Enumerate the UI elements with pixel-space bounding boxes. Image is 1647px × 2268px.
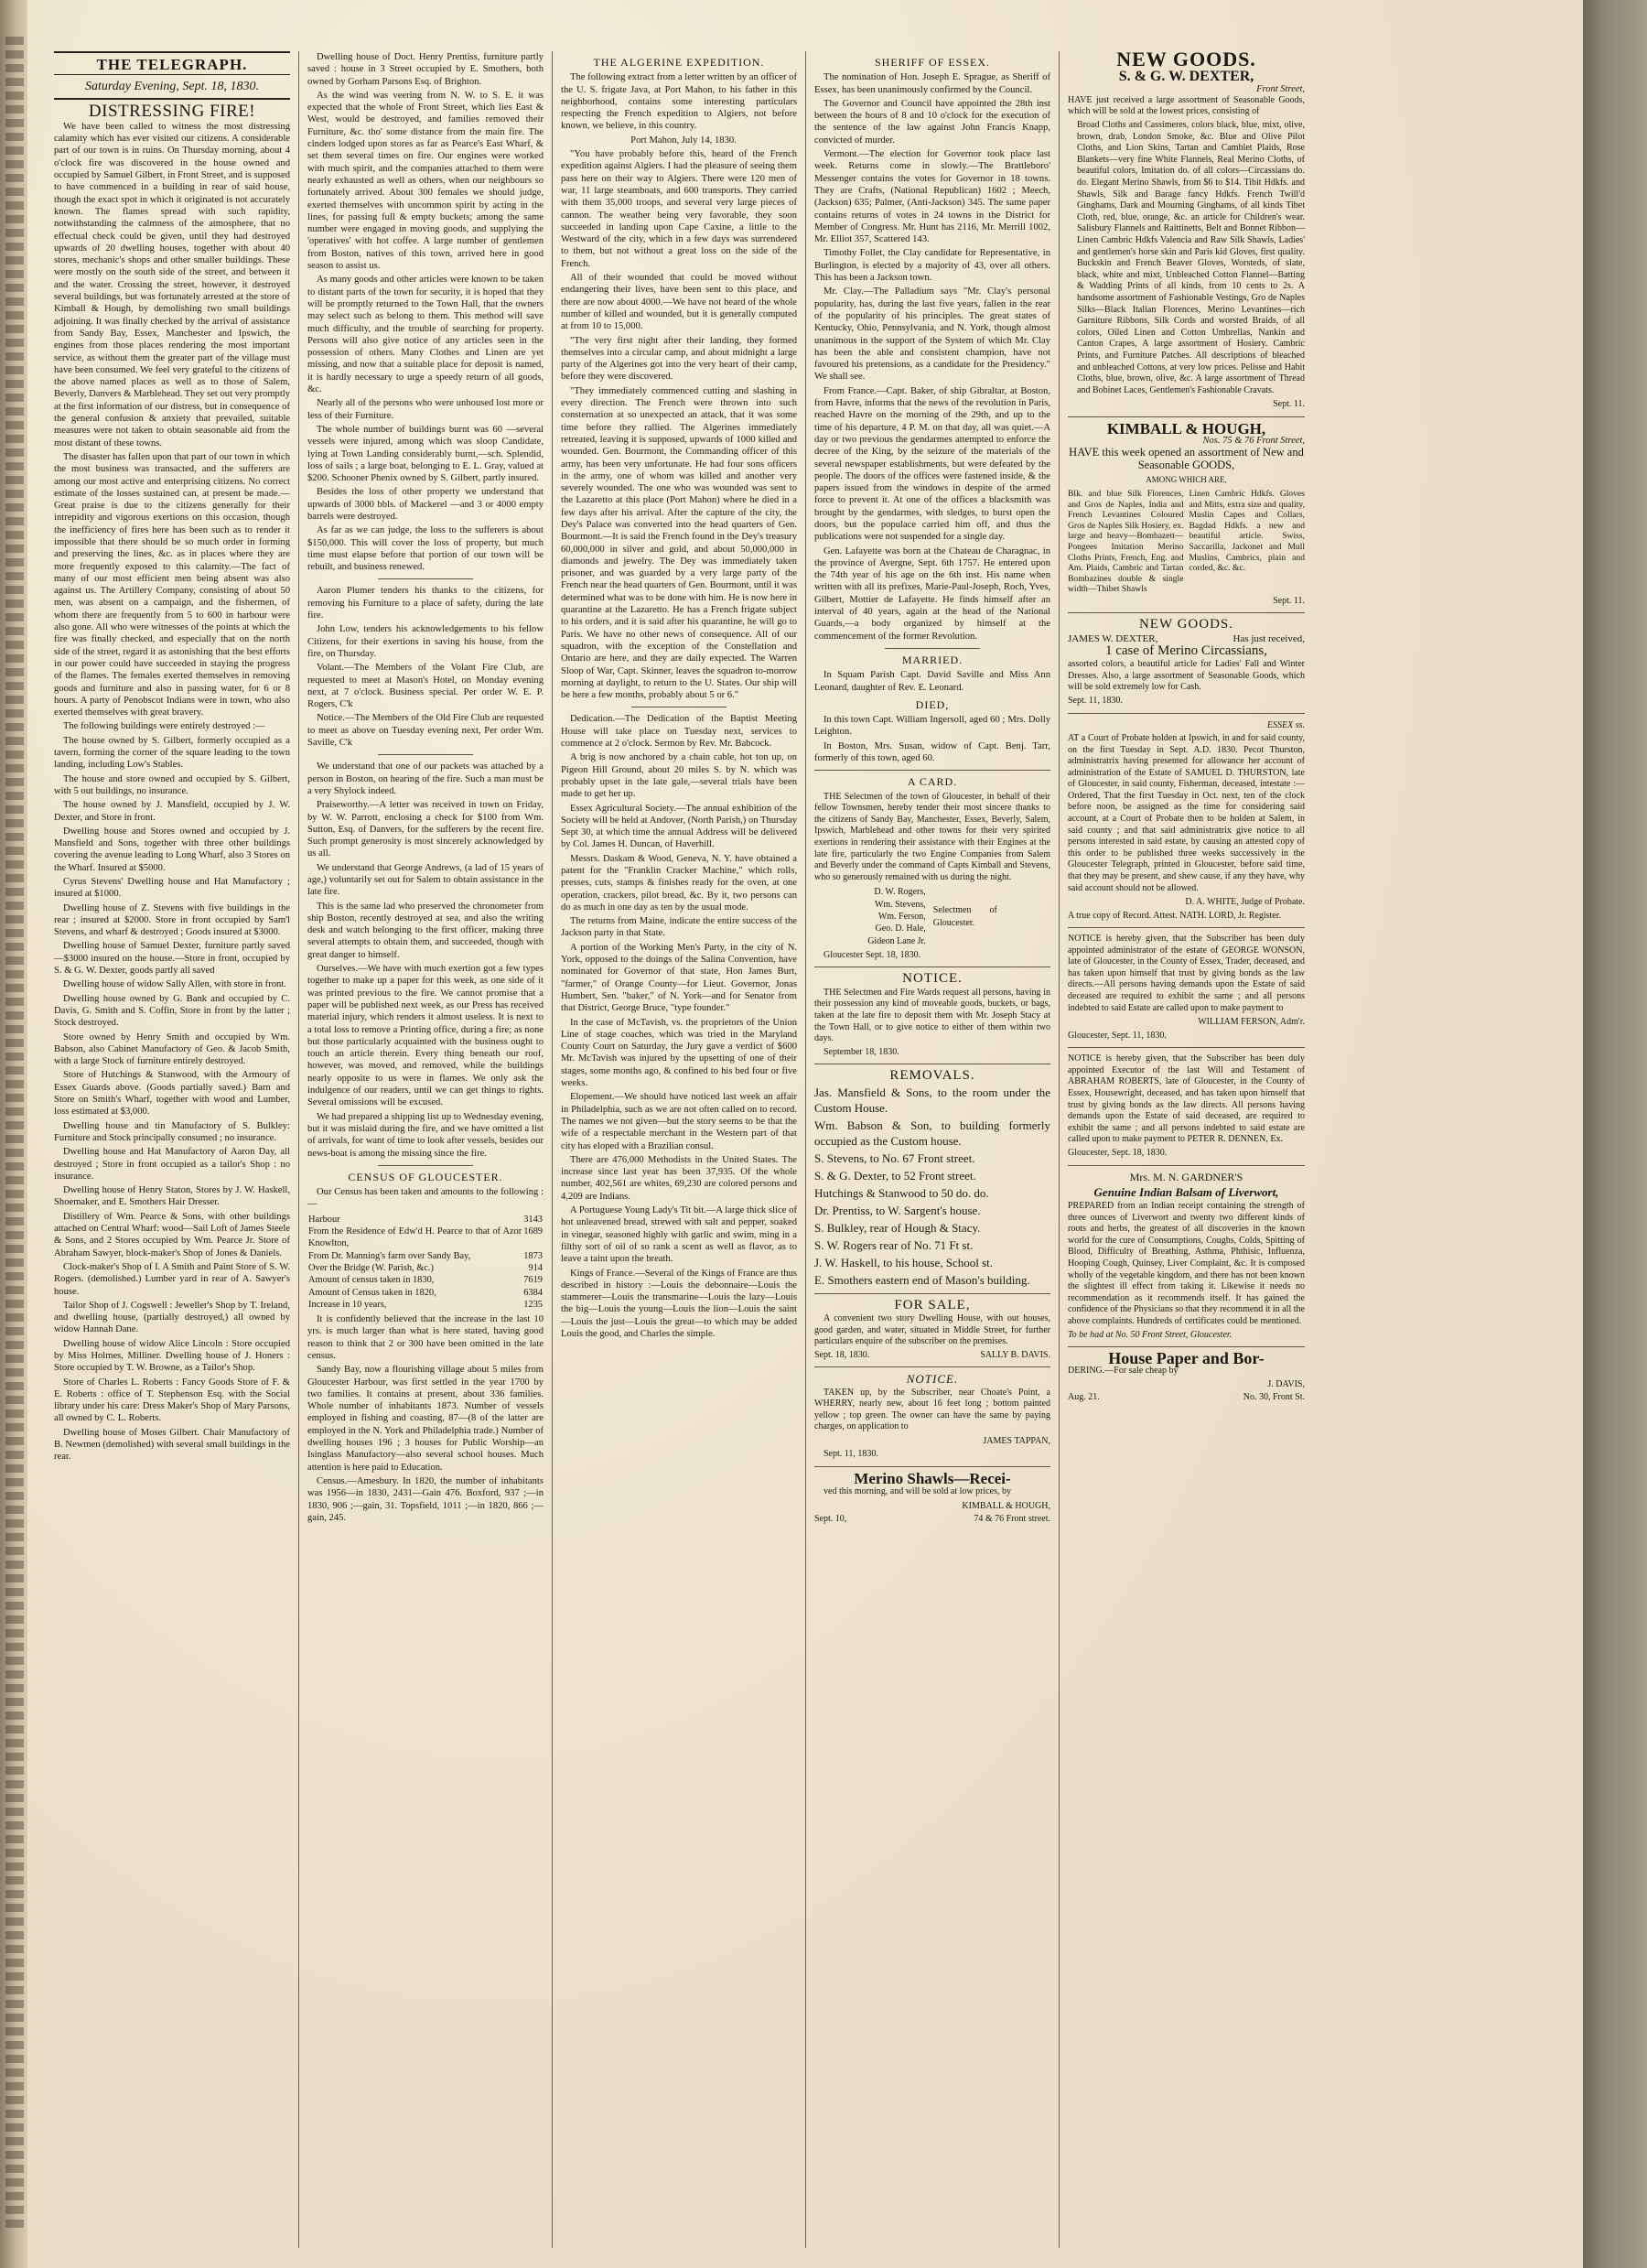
merino-address: 74 & 76 Front street. bbox=[974, 1514, 1050, 1525]
forsale-heading: FOR SALE, bbox=[894, 1297, 971, 1312]
column-2 bbox=[299, 51, 553, 2248]
article-paragraph: Dwelling house of Samuel Dexter, furniture partly saved—$3000 insured on the house.—Store in front, occupied by S. & G. W. Dexter, goods partly all saved bbox=[54, 941, 290, 977]
article-paragraph: The nomination of Hon. Joseph E. Sprague, as Sheriff of Essex, has been unanimously confirmed by the Council. bbox=[814, 72, 1050, 95]
article-paragraph: The house owned by J. Mansfield, occupied by J. W. Dexter, and Store in front. bbox=[54, 800, 290, 823]
article-paragraph: We have been called to witness the most distressing calamity which has ever visited our citizens. A considerable part of our town is in ruins. On Thursday morning, about 4 o'clock fire was discovered in the house owned and occupied by Samuel Gilbert, in Front Street, and is supposed to have commenced in a building in rear of said house, though the exact spot in which it originated is not accurately known. The flames spread with such rapidity, notwithstanding the calmness of the atmosphere, that no effectual check could be given, until they had destroyed upwards of 20 dwelling houses, together with about 40 stores, mechanic's shops and other smaller buildings. These were mostly on the south side of the street, and between it and the water. Crossing the street, however, it destroyed several buildings, but was fortunately arrested at the store of Kimball & Hough, by demolishing two small buildings adjoining. It was finally checked by the arrival of assistance from Sandy Bay, Essex, Manchester and Ipswich, the engines from those places rendering the most important service, as without them the greater part of the village must have been consumed. We feel very grateful to the citizens of the above named places as well as to those of Salem, Beverly, Danvers & Marblehead. They set out very promptly at the first information of our distress, but in consequence of the general confusion & anxiety that prevailed, suitable measures were not taken to obtain seasonable aid from the most distant of these towns. bbox=[54, 121, 291, 448]
notice2-text: TAKEN up, by the Subscriber, near Choate's Point, a WHERRY, nearly new, about 16 feet long ; bottom painted yellow ; top green. The owner can have the same by paying charges, on application to bbox=[814, 1387, 1050, 1432]
divider bbox=[814, 1366, 1050, 1367]
divider bbox=[1068, 713, 1305, 714]
kimball-hough-name: KIMBALL & HOUGH, bbox=[1106, 419, 1266, 437]
article-paragraph: Dwelling house of widow Alice Lincoln : Store occupied by Miss Holmes, Milliner. Dwelling house of J. Honers : Store occupied by T. W. Browne, as a Tailor's Shop. bbox=[54, 1338, 290, 1374]
article-paragraph: Dwelling house of widow Sally Allen, with store in front. bbox=[63, 979, 286, 990]
removals-heading: REMOVALS. bbox=[889, 1068, 975, 1084]
article-paragraph: Dwelling house and Stores owned and occupied by J. Mansfield and Sons, together with three other buildings covering the avenue leading to Long Wharf, also 3 Stores on the Wharf. Insured at $5000. bbox=[54, 826, 290, 873]
article-paragraph: It is confidently believed that the increase in the last 10 yrs. is much larger than what is here stated, having good reason to think that 2 or 300 have been omitted in the late census. bbox=[307, 1314, 544, 1361]
ad-date: Sept. 11. bbox=[1273, 399, 1305, 410]
article-paragraph: The Governor and Council have appointed the 28th inst between the hours of 8 and 10 o'clock for the execution of the sentence of the law against John Francis Knapp, convicted of murder. bbox=[814, 98, 1050, 146]
notice-date: September 18, 1830. bbox=[824, 1046, 899, 1057]
divider bbox=[1068, 1346, 1305, 1347]
forsale-footer bbox=[814, 1350, 1050, 1362]
jw-dexter-name: JAMES W. DEXTER, bbox=[1068, 632, 1158, 644]
card-names bbox=[867, 886, 926, 946]
article-paragraph: As the wind was veering from N. W. to S. E. it was expected that the whole of Front Street, which lies East & West, would be destroyed, and families removed their Furniture, &c. tho' some distance from the main fire. The cinders lodged upon stores as far as Pearce's East Wharf, & set them several times on fire. Our engines were worked with much spirit, and the companies attached to them were nearly exhausted as well as others, when our neighbours so fortunately arrived. About 300 females we should judge, exerted themselves with uncommon spirit by acting in the lines, for passing full & empty buckets; among the same number were engaged in moving goods, and supplying the 'operatives' with hot coffee. A large number of gentlemen from Boston, natives of this town, arrived here in good season to assist us. bbox=[307, 90, 544, 272]
kimball-hough-date: Sept. 11. bbox=[1273, 596, 1305, 607]
removal-item: Dr. Prentiss, to W. Sargent's house. bbox=[814, 1203, 981, 1217]
merino-circassians: 1 case of Merino Circassians, bbox=[1104, 643, 1268, 658]
notice-text: THE Selectmen and Fire Wards request all persons, having in their possession any kind of moveable goods, buckets, or bags, taken at the late fire to deposit them with Mr. Joseph Stacy at the Town Hall, or to give notice to either of them within two days. bbox=[814, 987, 1050, 1044]
notice-paragraph: Aaron Plumer tenders his thanks to the citizens, for removing his Furniture to a place of safety, during the late fire. bbox=[307, 586, 544, 621]
kimball-hough-address: Nos. 75 & 76 Front Street, bbox=[1202, 435, 1305, 446]
census-value: 6384 bbox=[523, 1287, 543, 1298]
kimball-hough-goods bbox=[1068, 489, 1305, 595]
card-text: THE Selectmen of the town of Gloucester, in behalf of their fellow Townsmen, hereby tender their most sincere thanks to the citizens of Sandy Bay, Manchester, Essex, Beverly, Salem, Ipswich, Marblehead and other towns for their very spirited exertions in rendering their assistance with their Engines at the late fire, particularly the two Engine Companies from Salem and Beverly under the command of Capts Kimball and Stevens, who so generously remained with us during the night. bbox=[814, 791, 1050, 882]
gardner-subheading: Genuine Indian Balsam of Liverwort, bbox=[1093, 1184, 1279, 1199]
column-3 bbox=[553, 51, 806, 2248]
notice2-signature: JAMES TAPPAN, bbox=[983, 1435, 1050, 1446]
firm-address: Front Street, bbox=[1256, 83, 1305, 94]
roberts-notice: NOTICE is hereby given, that the Subscriber has been duly appointed Executor of the last Will and Testament of ABRAHAM ROBERTS, late of Gloucester, in the County of Essex, Housewright, deceased, and has taken upon himself that trust by giving bonds as the law directs. All persons having demands upon the Estate of said deceased, are required to exhibit the same ; and all persons indebted to said estate are called upon to make payment to PETER R. DENNEN, Ex. bbox=[1068, 1053, 1305, 1145]
divider bbox=[378, 754, 472, 755]
article-paragraph: Store of Charles L. Roberts : Fancy Goods Store of F. & E. Roberts : office of T. Stephenson Esq. with the Social library under his care: Dress Maker's Shop of Mary Parsons, all owned by C. L. Roberts. bbox=[54, 1377, 290, 1424]
forsale-text: A convenient two story Dwelling House, with out houses, good garden, and water, situated in Middle Street, for further particulars enquire of the subscriber on the premises. bbox=[814, 1312, 1050, 1347]
divider bbox=[814, 1466, 1050, 1467]
census-label: Harbour bbox=[308, 1214, 340, 1225]
article-paragraph: Praiseworthy.—A letter was received in town on Friday, by W. W. Parrott, enclosing a check for $100 from Wm. Sutton, Esq. of Danvers, for the sufferers by the recent fire. Such prompt generosity is most sincerely acknowledged by us all. bbox=[307, 800, 544, 859]
article-paragraph: Mr. Clay.—The Palladium says "Mr. Clay's personal popularity, has, during the last five years, fallen in the rear of the popularity of his principles. The great states of Kentucky, Ohio, Pennsylvania, and N. York, though almost unanimous in the support of the System of which Mr. Clay has been the able and consistent champion, have not favoured his pretensions, as a candidate for the Presidency." We shall see. bbox=[814, 286, 1050, 383]
dateline: Saturday Evening, Sept. 18, 1830. bbox=[54, 77, 290, 99]
article-paragraph: Ourselves.—We have with much exertion got a few types together to make up a paper for this week, as one side of it was printed previous to the fire. We cannot promise that a paper will be published next week, as our Press has received material injury, which renders it almost useless. It is next to a total loss to remove a Printing office, during a fire; as none but those particularly acquainted with the business ought to touch an article therein. Every thing beneath our roof, however, was moved, and removed, while the buildings nearly opposite to us were in flames. We only ask the indulgence of our readers, until we can get things to rights. Several omissions will be excused. bbox=[307, 964, 544, 1108]
article-paragraph: Dwelling house and Hat Manufactory of Aaron Day, all destroyed ; Store in front occupied as a tailor's Shop : no insurance. bbox=[54, 1147, 290, 1182]
article-paragraph: Dwelling house of Z. Stevens with five buildings in the rear ; insured at $2000. Store in front occupied by Sam'l Stevens, and wharf & destroyed ; Goods insured at $3000. bbox=[54, 902, 290, 938]
jw-dexter-date: Sept. 11, 1830. bbox=[1068, 696, 1123, 707]
masthead bbox=[54, 51, 290, 75]
divider bbox=[1068, 612, 1305, 613]
house-paper-date: Aug. 21. bbox=[1068, 1392, 1100, 1403]
merino-heading: Merino Shawls—Recei- bbox=[854, 1469, 1011, 1487]
census-label: Over the Bridge (W. Parish, &c.) bbox=[308, 1262, 434, 1273]
article-paragraph: Sandy Bay, now a flourishing village about 5 miles from Gloucester Harbour, was first settled in the year 1700 by two families. It contains at present, about 336 families. Whole number of inhabitants 1873. Number of vessels employed in fishing and coasting, 87—(8 of the latter are employed in the N. York and Philadelphia trade.) Number of dwelling houses 196 ; 3 houses for Public Worship—an Isinglass Manufactory—also several school houses. Much attention is here paid to Education. bbox=[307, 1365, 544, 1473]
fire-article bbox=[54, 121, 290, 1463]
article-paragraph: The following buildings were entirely destroyed :— bbox=[63, 721, 265, 732]
signatory: Gideon Lane Jr. bbox=[867, 935, 926, 946]
divider bbox=[378, 1165, 472, 1166]
article-paragraph: Dwelling house owned by G. Bank and occupied by C. Davis, G. Smith and S. Coffin, Store in front by the latter ; Stock destroyed. bbox=[54, 993, 290, 1029]
table-row bbox=[307, 1274, 544, 1286]
card-signatures bbox=[814, 886, 1050, 946]
table-row bbox=[307, 1262, 544, 1274]
merino-signature: KIMBALL & HOUGH, bbox=[962, 1500, 1050, 1511]
article-paragraph: Dwelling house of Henry Staton, Stores by J. W. Haskell, Shoemaker, and E. Smothers Hair Dresser. bbox=[54, 1185, 290, 1208]
binding-gutter bbox=[0, 0, 27, 2268]
house-paper-signature: J. DAVIS, bbox=[1267, 1379, 1305, 1390]
article-paragraph: Dwelling house of Doct. Henry Prentiss, furniture partly saved : house in 3 Street occupied by E. Smothers, both owned by Gorham Parsons Esq. of Brighton. bbox=[307, 52, 544, 87]
census-label: From the Residence of Edw'd H. Pearce to that of Azor Knowlton, bbox=[308, 1226, 522, 1249]
house-paper-text: DERING.—For sale cheap by bbox=[1068, 1365, 1179, 1376]
table-row bbox=[307, 1214, 544, 1226]
article-paragraph: As many goods and other articles were known to be taken to distant parts of the town for security, it is hoped that they will be promptly returned to the Town Hall, that the owners may select such as belong to them. This method will save much difficulty, and the trouble of searching for property. Persons will also give notice of any articles seen in the possession of others. Many Clothes and Linen are yet missing, and now that a suitable place for deposit is named, it is hardly necessary to urge a speedy return of all goods, &c. bbox=[307, 275, 544, 395]
removal-item: Wm. Babson & Son, to building formerly occupied as the Custom house. bbox=[814, 1118, 1050, 1148]
census-label: Increase in 10 years, bbox=[308, 1299, 387, 1310]
census-label: Amount of Census taken in 1820, bbox=[308, 1287, 436, 1298]
notice-paragraph: John Low, tenders his acknowledgements to his fellow Citizens, for their exertions in saving his house, from the fire, on Thursday. bbox=[307, 624, 544, 659]
article-paragraph: All of their wounded that could be moved without endangering their lives, have been sent to this place, and there are now about 4000.—We have not heard of the whole number of killed and wounded, but it is generally computed at from 10 to 15,000. bbox=[561, 273, 797, 332]
sheriff-heading: SHERIFF OF ESSEX. bbox=[874, 56, 991, 69]
census-value: 1689 bbox=[523, 1226, 543, 1237]
article-paragraph: The house owned by S. Gilbert, formerly occupied as a tavern, forming the corner of the square leading to the town landing, including Low's Stables. bbox=[54, 735, 290, 771]
removal-item: S. & G. Dexter, to 52 Front street. bbox=[814, 1168, 976, 1183]
article-paragraph: "They immediately commenced cutting and slashing in every direction. The French were thrown into such consternation at so unexpected an attack, that it was some time before they rallied. The Algerines immediately retreated, leaving it is supposed, upwards of 1000 killed and wounded. Gen. Bourmont, the Commanding officer of this army, has been very unfortunate. He had four sons officers in the army, one of whom was killed and another very severely wounded. The one who was wounded was sent to the Lazaretto at this place (Port Mahon) where he died in a few days after his arrival. After the capture of the city, the Dey's Palace was converted into the head quarters of Gen. Bourmont.—It is said the French found in the Dey's treasury 60,000,000 in silver and gold, and about 50,000,000 in diamonds and jewelry. The Dey was immediately taken prisoner, and was guarded by a very large party of the French near the head quarters of Gen. Bourmont, until it was determined what was to be done with him. He is now here in quarantine at the Lazaretto. He has a French frigate subject to his orders, and it is said after his quarantine, he will go to Paris. We have no other news of consequence. All of our squadron, with the exception of the Constellation and Ontario are here, and they are daily expected. The Warren Sloop of War, Capt. Skinner, leaves the squadron to-morrow morning at daylight, to return to the U. States. Our ship will be here a few months, probably about 5 or 6." bbox=[561, 385, 797, 701]
removal-item: S. Bulkley, rear of Hough & Stacy. bbox=[814, 1220, 981, 1235]
removal-item: S. W. Rogers rear of No. 71 Ft st. bbox=[814, 1237, 974, 1252]
died-heading: DIED, bbox=[915, 697, 950, 711]
article-paragraph: As far as we can judge, the loss to the sufferers is about $150,000. This will cover the loss of property, but much time must elapse before that portion of our town will be rebuilt, and business renewed. bbox=[307, 525, 544, 573]
article-paragraph: Kings of France.—Several of the Kings of France are thus described in history :—Louis the debonnaire—Louis the stammerer—Louis the transmarine—Louis the lazy—Louis the big—Louis the young—Louis the lion—Louis the saint —Louis the just—Louis the great—to which may be added Louis the good, and Charles the simple. bbox=[561, 1268, 797, 1339]
article-paragraph: A brig is now anchored by a chain cable, hot ton up, on Pigeon Hill Ground, about 20 miles S. by N. which was probably upset in the late gale,—several trials have been made to get her up. bbox=[561, 752, 797, 800]
death-notice: In this town Capt. William Ingersoll, aged 60 ; Mrs. Dolly Leighton. bbox=[814, 715, 1050, 738]
article-paragraph: The following extract from a letter written by an officer of the U. S. frigate Java, at Port Mahon, to his father in this neighborhood, contains some interesting particulars respecting the French expedition to Algiers, not before known, we believe, in this country. bbox=[561, 72, 797, 132]
article-paragraph: There are 476,000 Methodists in the United States. The increase since last year has been 37,935. Of the whole number, 402,561 are whites, 69,230 are colored persons and 4,209 are Indians. bbox=[561, 1154, 797, 1202]
divider bbox=[1068, 1047, 1305, 1048]
article-paragraph: Essex Agricultural Society.—The annual exhibition of the Society will be held at Andover, (North Parish,) on Thursday Sept 30, at which time the annual Address will be delivered by Col. James H. Duncan, of Haverhill. bbox=[561, 803, 797, 850]
table-row bbox=[307, 1226, 544, 1250]
death-notice: In Boston, Mrs. Susan, widow of Capt. Benj. Tarr, formerly of this town, aged 60. bbox=[814, 740, 1050, 764]
divider bbox=[1068, 416, 1305, 417]
census-value: 3143 bbox=[523, 1214, 543, 1225]
census-label: From Dr. Manning's farm over Sandy Bay, bbox=[308, 1250, 471, 1261]
census-intro: Our Census has been taken and amounts to the following :— bbox=[307, 1187, 544, 1210]
divider bbox=[814, 1293, 1050, 1294]
signatory: Wm. Ferson, bbox=[877, 911, 926, 922]
new-goods-heading: NEW GOODS. bbox=[1116, 51, 1256, 70]
signatory: D. W. Rogers, bbox=[874, 887, 926, 898]
article-paragraph: Dedication.—The Dedication of the Baptist Meeting House will take place on Tuesday next, services to commence at 2 o'clock. Sermon by Rev. Mr. Babcock. bbox=[561, 714, 797, 750]
among-which: AMONG WHICH ARE, bbox=[1146, 474, 1227, 484]
census-value: 914 bbox=[528, 1262, 543, 1273]
goods-right: Linen Cambric Hdkfs. Gloves and Mitts, extra size and quality, Muslin Capes and Collars, Bagdad Hdkfs. a new and beautiful article. Swiss, Saccarilla, Jackonet and Mull Muslins, Cambrics, plain and corded, &c. &c. bbox=[1189, 489, 1305, 574]
merino-footer bbox=[814, 1514, 1050, 1526]
article-paragraph: Distillery of Wm. Pearce & Sons, with other buildings attached on Central Wharf: wood—Sail Loft of James Steele & Sons, and 2 Stores occupied by Wm. Pearce Jr. Store of Abraham Sawyer, block-maker's Shop of Jones & Daniels. bbox=[54, 1211, 290, 1258]
jw-dexter-received: Has just received, bbox=[1233, 632, 1305, 644]
notice2-date: Sept. 11, 1830. bbox=[824, 1449, 878, 1460]
article-dateline: Port Mahon, July 14, 1830. bbox=[630, 135, 737, 146]
census-value: 7619 bbox=[523, 1275, 543, 1286]
column-5 bbox=[1060, 51, 1313, 2248]
table-row bbox=[307, 1250, 544, 1262]
house-paper-footer bbox=[1068, 1392, 1305, 1404]
columns bbox=[46, 51, 1570, 2248]
removal-item: Jas. Mansfield & Sons, to the room under the Custom House. bbox=[814, 1085, 1050, 1115]
married-notice: In Squam Parish Capt. David Saville and Miss Ann Leonard, daughter of Rev. E. Leonard. bbox=[814, 670, 1050, 693]
article-paragraph: A Portuguese Young Lady's Tit bit.—A large thick slice of hot unleavened bread, strewed with salt and pepper, soaked in vinegar, seasoned highly with garlic and swim, ming in a filthy sort of oil of so rank a scent as well as flavor, as to leave a taint upon the breath. bbox=[561, 1205, 797, 1265]
signatory: Wm. Stevens, bbox=[874, 899, 926, 910]
article-paragraph: This is the same lad who preserved the chronometer from ship Boston, recently destroyed at sea, and also the writing desk and watch belonging to the first officer, making three several attempts to obtain them, and succeeded, though with great danger to himself. bbox=[307, 901, 544, 960]
divider bbox=[1068, 1165, 1305, 1166]
article-paragraph: Timothy Follet, the Clay candidate for Representative, in Burlington, is elected by a majority of 43, over all others. This has been a Jackson town. bbox=[814, 248, 1050, 284]
probate-notice: AT a Court of Probate holden at Ipswich, in and for said county, on the first Tuesday in Sept. A.D. 1830. Pecot Thurston, administratrix having presented for allowance her account of administration of the Estate of SAMUEL D. THURSTON, late of Gloucester, in said county, Fisherman, deceased, intestate :—Ordered, That the first Tuesday in Oct. next, ten of the clock before noon, be assigned as the time for considering said account, at a Court of Probate then to be holden at Salem, in said county ; and that said administratrix give notice to all persons interested in said estate, by causing an attested copy of this order to be published three weeks successively in the Gloucester Telegraph, printed in Gloucester, before said time, that they may be present, and shew cause, if any they have, why said account should not be allowed. bbox=[1068, 732, 1305, 893]
article-paragraph: Cyrus Stevens' Dwelling house and Hat Manufactory ; insured at $1000. bbox=[54, 877, 290, 900]
signatory: Geo. D. Hale, bbox=[875, 923, 926, 934]
divider bbox=[1068, 927, 1305, 928]
census-table bbox=[307, 1214, 544, 1311]
notice-paragraph: Notice.—The Members of the Old Fire Club are requested to meet as above on Tuesday evening next, Per order Wm. Saville, C'k bbox=[307, 713, 544, 749]
article-paragraph: Clock-maker's Shop of I. A Smith and Paint Store of S. W. Rogers. (demolished.) Lumber yard in rear of A. Sawyer's house. bbox=[54, 1261, 290, 1297]
ad-intro: HAVE just received a large assortment of Seasonable Goods, which will be sold at the lowest prices, consisting of bbox=[1068, 94, 1305, 117]
article-paragraph: Gen. Lafayette was born at the Chateau de Charagnac, in the province of Avergne, Sept. 6th 1757. He entered upon the 74th year of his age on the 6th inst. His name when written with all its prefixes, Marie-Paul-Joseph, Roch, Yves, Gilbert, Mottier de Lafayette. He finds himself after an interval of 40 years, again at the head of the National Guards,—a body organized by himself at the commencement of the former Revolution. bbox=[814, 545, 1050, 642]
algerine-heading: THE ALGERINE EXPEDITION. bbox=[593, 56, 765, 69]
new-goods-2-heading: NEW GOODS. bbox=[1138, 617, 1234, 632]
goods-left: Blk. and blue Silk Florences, and Gros de Naples, India and French Levantines Coloured Gros de Naples Silk Hosiery, ex. large and heavy—Bombazett—Pongees Imitation Merino Cloths Prints, French, Eng. and Am. Plaids, Cambric and Tartan Bombazines double & single width—Thibet Shawls bbox=[1068, 489, 1184, 595]
background-edge bbox=[1583, 0, 1647, 2268]
article-paragraph: Store owned by Henry Smith and occupied by Wm. Babson, also Cabinet Manufactory of Geo. & Jacob Smith, with a large Stock of furniture entirely destroyed. bbox=[54, 1031, 290, 1067]
wonson-notice: NOTICE is hereby given, that the Subscriber has been duly appointed administrator of the estate of GEORGE WONSON, late of Gloucester, in the County of Essex, Trader, deceased, and has taken upon himself that trust by giving bonds as the law directs.—All persons having demands upon the Estate of said deceased are required to exhibit the same ; and all persons indebted to said Estate are called upon to make payment to bbox=[1068, 934, 1305, 1013]
article-paragraph: From France.—Capt. Baker, of ship Gibraltar, at Boston, from Havre, informs that the news of the revolution in Paris, reached Havre on the morning of the 29th, and up to the time of his departure, 4 P. M. on that day, all was quiet.—A day or two previous the gendarmes attempted to enforce the decree of the King, by the seizure of the materials of the several newspaper establishments, but were defeated by the people. The doors of the offices were fastened inside, & the papers issued from the windows in despite of the armed force to prevent it. At one of the offices a blacksmith was brought by the gendarmes, with sledges, to burst open the doors, but the populace carried him off, and thus the publications were not suspended for a single day. bbox=[814, 385, 1050, 543]
article-paragraph: We understand that George Andrews, (a lad of 15 years of age,) voluntarily set out for Salem to obtain assistance in the late fire. bbox=[307, 862, 544, 898]
article-paragraph: Vermont.—The election for Governor took place last week. Returns come in slowly.—The Brattleboro' Messenger contains the votes for Governor in 18 towns. They are Crafts, (National Republican) 1602 ; Meech, (Jackson) 635; Palmer, (Anti-Jackson) 345. The same paper contains returns of votes in 24 towns in the District for Member of Congress. Mr. Hunt has 2116, Mr. Merrill 1002, Mr. Elliot 357, Scattered 143. bbox=[814, 149, 1050, 245]
removal-item: J. W. Haskell, to his house, School st. bbox=[814, 1255, 994, 1269]
essex-ss: ESSEX ss. bbox=[1266, 719, 1305, 730]
article-paragraph: Nearly all of the persons who were unhoused lost more or less of their Furniture. bbox=[307, 398, 544, 421]
gardner-where: To be had at No. 50 Front Street, Gloucester. bbox=[1068, 1329, 1233, 1340]
article-paragraph: Dwelling house and tin Manufactory of S. Bulkley: Furniture and Stock principally consumed ; no insurance. bbox=[54, 1120, 290, 1143]
merino-date: Sept. 10, bbox=[814, 1514, 847, 1525]
headline-fire: DISTRESSING FIRE! bbox=[88, 101, 256, 121]
article-paragraph: Besides the loss of other property we understand that upwards of 3000 bbls. of Mackerel —and 3 or 4000 empty barrels were destroyed. bbox=[307, 487, 544, 522]
forsale-signature: SALLY B. DAVIS. bbox=[980, 1349, 1050, 1360]
wonson-date: Gloucester, Sept. 11, 1830. bbox=[1068, 1030, 1167, 1041]
goods-list: Broad Cloths and Cassimeres, colors black, blue, mixt, olive, brown, drab, London Smoke, &c. Blue and Olive Pilot Cloths, and Lion Skins, Tartan and Camblet Plaids, Rose Blankets—very fine White Flannels, Real Merino Cloths, of beautiful colors, Imitation do. of all colors—Circassians do. do. Elegant Merino Shawls, from $6 to $14. Tibit Hdkfs. and Shawls, Silk and Barage fancy Hdkfs. French Twill'd Ginghams, Dark and Mourning Ginghams, of all kinds Tibet Cloth, red, blue, orange, &c. an article for Children's wear. Salisbury Flannels and Raittinetts, Belt and Bonnet Ribbon—Linen Cambric Hdkfs Valencia and Raw Silk Shawls, Ladies' and gentlemen's horse skin and Paris kid Gloves, first quality. Buckskin and French Beaver Gloves, Worsteds, of slate, black, white and mixt, Unbleached Cotton Flannel—Batting & Wadding Prints of all kinds, from 10 cents to 2s. A handsome assortment of Fashionable Vestings, Gro de Naples Silks—Black Italian Florences, Merino Levantines—rich Garniture Ribbons, Silk Cords and worsted Braids, of all colors, Oiled Linen and Cotton Umbrellas, Nankin and Canton Crapes, A large assortment of Hosiery. Cambric Prints, and Furniture Patches. All descriptions of bleached and unbleached Cottons, at very low prices. Pelisse and Habit Cloths, blue, brown, olive, &c. A large assortment of Thread and Bobinet Laces, Gentlemen's Fashionable Cravats. bbox=[1077, 120, 1305, 395]
gardner-heading: Mrs. M. N. GARDNER'S bbox=[1129, 1170, 1243, 1183]
probate-attest: A true copy of Record. Attest. NATH. LORD, Jr. Register. bbox=[1068, 910, 1282, 921]
jw-dexter-text: assorted colors, a beautiful article for Ladies' Fall and Winter Dresses. Also, a large assortment of Seasonable Goods, which will be sold extremely low for Cash. bbox=[1068, 659, 1305, 693]
kimball-hough-intro: HAVE this week opened an assortment of New and Seasonable GOODS, bbox=[1069, 446, 1304, 471]
divider bbox=[378, 578, 472, 579]
notice2-heading: NOTICE. bbox=[906, 1372, 959, 1387]
house-paper-heading: House Paper and Bor- bbox=[1108, 1349, 1265, 1368]
forsale-date: Sept. 18, 1830. bbox=[814, 1349, 870, 1360]
article-paragraph: The returns from Maine, indicate the entire success of the Jackson party in that State. bbox=[561, 916, 797, 939]
table-row bbox=[307, 1287, 544, 1299]
article-paragraph: The house and store owned and occupied by S. Gilbert, with 5 out buildings, no insurance. bbox=[54, 773, 290, 796]
merino-text: ved this morning, and will be sold at low prices, by bbox=[824, 1486, 1011, 1497]
article-paragraph: Tailor Shop of J. Cogswell : Jeweller's Shop by T. Ireland, and dwelling house, (partially destroyed,) all owned by widow Hannah Dane. bbox=[54, 1300, 290, 1335]
house-paper-address: No. 30, Front St. bbox=[1243, 1392, 1305, 1403]
divider bbox=[885, 648, 979, 649]
divider bbox=[814, 770, 1050, 771]
roberts-date: Gloucester, Sept. 18, 1830. bbox=[1068, 1147, 1168, 1158]
census-heading: CENSUS OF GLOUCESTER. bbox=[348, 1170, 503, 1183]
notice-heading: NOTICE. bbox=[902, 971, 963, 987]
article-paragraph: Dwelling house of Moses Gilbert. Chair Manufactory of B. Newmen (demolished) with several small buildings in the rear. bbox=[54, 1427, 290, 1463]
card-heading: A CARD. bbox=[907, 775, 958, 789]
column-4 bbox=[806, 51, 1060, 2248]
census-label: Amount of census taken in 1830, bbox=[308, 1275, 435, 1286]
article-paragraph: Elopement.—We should have noticed last week an affair in Philadelphia, such as we are not often called on to record. The names we not given—but the story seems to be that the wife of a respectable merchant in the Western part of that city has eloped with a Brazilian consul. bbox=[561, 1092, 797, 1151]
card-role: Selectmen of Gloucester. bbox=[932, 905, 997, 928]
table-row bbox=[307, 1299, 544, 1311]
article-paragraph: We had prepared a shipping list up to Wednesday evening, but it was mislaid during the fire, and we have omitted a list of arrivals, for want of time to look after vessels, besides our news-boat is among the missing since the fire. bbox=[307, 1111, 544, 1159]
removal-item: E. Smothers eastern end of Mason's building. bbox=[814, 1272, 1030, 1287]
article-paragraph: Census.—Amesbury. In 1820, the number of inhabitants was 1956—in 1830, 2431—Gain 476. Boxford, 937 ;—in 1830, 906 ;—gain, 31. Topsfield, 1011 ;—in 1820, 866 ;—gain, 245. bbox=[307, 1475, 544, 1523]
article-paragraph: In the case of McTavish, vs. the proprietors of the Union Line of stage coaches, which was tried in the Maryland County Court on Saturday, the Jury gave a verdict of $600 Mr. McTavish was injured by the upsetting of one of their stages, some months ago, & confined to his bed four or five weeks. bbox=[561, 1017, 797, 1089]
article-paragraph: A portion of the Working Men's Party, in the city of N. York, opposed to the doings of the Salina Convention, have nominated for Governor of that state, Hon James Burt, "farmer," of Orange County—for Lieut. Governor, Jonas Humbert, Sen. "baker," of N. York—and for Senator from that District, George Bruce, "type founder." bbox=[561, 942, 797, 1014]
married-heading: MARRIED. bbox=[901, 653, 963, 666]
article-paragraph: Store of Hutchings & Stanwood, with the Armoury of Essex Guards above. (Goods partially saved.) Barn and Store on Smith's Wharf, together with wood and Lumber, loss estimated at $3,000. bbox=[54, 1070, 290, 1118]
article-paragraph: Messrs. Daskam & Wood, Geneva, N. Y. have obtained a patent for the "Franklin Cracker Machine," which rolls, presses, cuts, stamps & finishes ready for the oven, at one operation, crackers, pilot bread, &c. By it, two persons can do as much in one day as ten by the usual mode. bbox=[561, 853, 797, 913]
article-paragraph: The disaster has fallen upon that part of our town in which the most business was transacted, and the sufferers are among our most active and enterprising citizens. No correct estimate of the losses sustained can, at present be made.—Great praise is due to the citizens generally for their intrepidity and vigorous exertions on this occasion, though the inefficiency of fires here has been such as to render it impossible that there should be so much order in forming and preserving the lines, &c. as in places where they are more frequently exposed to this calamity.—The fact of many of our most efficient men being absent was also against us. The Artillery Company, consisting of about 50 men, was absent on a campaign, and the fishermen, of whom there are frequently from 5 to 600 in harbour were also gone. All who were witnesses of the points at which the fire was finally checked, and especially that on the north side of the street, regard it as astonishing that the best efforts in our power could have succeeded in staying the progress of the flames. The females exerted themselves in removing goods and furniture and also in passing water, for 6 or 8 hours. A party of Penobscot Indians were in town, who also exerted themselves with great bravery. bbox=[54, 451, 291, 718]
newspaper-page bbox=[27, 0, 1583, 2268]
probate-signature: D. A. WHITE, Judge of Probate. bbox=[1185, 897, 1305, 908]
gardner-text: PREPARED from an Indian receipt containing the strength of three ounces of Liverwort and twenty two different kinds of roots and herbs, the greatest of all discoveries in the known world for the cure of Consumptions, Coughs, Colds, Spitting of Blood, Difficulty of Breathing, Asthma, Phthisic, Influenza, Hooping Cough, Quinsey, Liver Complaint, &c. It is composed wholly of the vegetable kingdom, and there has not been known the slightest ill effect from taking it. Likewise it needs no recommendation as it recommends itself. It has gained the confidence of the Physicians so that they recommend it in all the above complaints. Hundreds of certificates could be mentioned. bbox=[1068, 1201, 1305, 1327]
article-paragraph: "The very first night after their landing, they formed themselves into a circular camp, and about midnight a large party of the Algerines got into the very heart of their camp, before they were discovered. bbox=[561, 335, 797, 383]
article-paragraph: The whole number of buildings burnt was 60 —several vessels were injured, among which was sloop Candidate, lying at Town Landing considerably burnt,—sch. Splendid, loss of sails ; a large boat, belonging to E. L. Gray, valued at $200. Schooner Phenix owned by S. Gilbert, partly insured. bbox=[307, 424, 544, 484]
removal-item: Hutchings & Stanwood to 50 do. do. bbox=[814, 1185, 989, 1200]
notice-paragraph: Volant.—The Members of the Volant Fire Club, are requested to meet at Mason's Hotel, on Monday evening next, at 7 o'clock. Business special. Per order W. E. P. Rogers, C'k bbox=[307, 663, 544, 710]
wonson-signature: WILLIAM FERSON, Adm'r. bbox=[1198, 1017, 1305, 1028]
firm-name: S. & G. W. DEXTER, bbox=[1118, 69, 1254, 85]
column-1 bbox=[46, 51, 299, 2248]
masthead-title: THE TELEGRAPH. bbox=[96, 56, 248, 73]
removal-item: S. Stevens, to No. 67 Front street. bbox=[814, 1150, 975, 1165]
census-value: 1235 bbox=[523, 1299, 543, 1310]
census-value: 1873 bbox=[523, 1250, 543, 1261]
card-date: Gloucester Sept. 18, 1830. bbox=[824, 949, 921, 960]
article-paragraph: We understand that one of our packets was attached by a person in Boston, on hearing of the fire. Such a man must be a very Shylock indeed. bbox=[307, 761, 544, 796]
article-paragraph: "You have probably before this, heard of the French expedition against Algiers. I had the pleasure of seeing them pass here on their way to Algiers. There were 120 men of war, 11 large steamboats, and 600 transports. They carried with them 35,000 troops, and several very large pieces of cannon. The weather being very favorable, they soon succeeded in landing upon Cape Caxine, a little to the Westward of the city, which in a few days was surrendered to them, but not without a great loss on the side of the French. bbox=[561, 149, 797, 269]
